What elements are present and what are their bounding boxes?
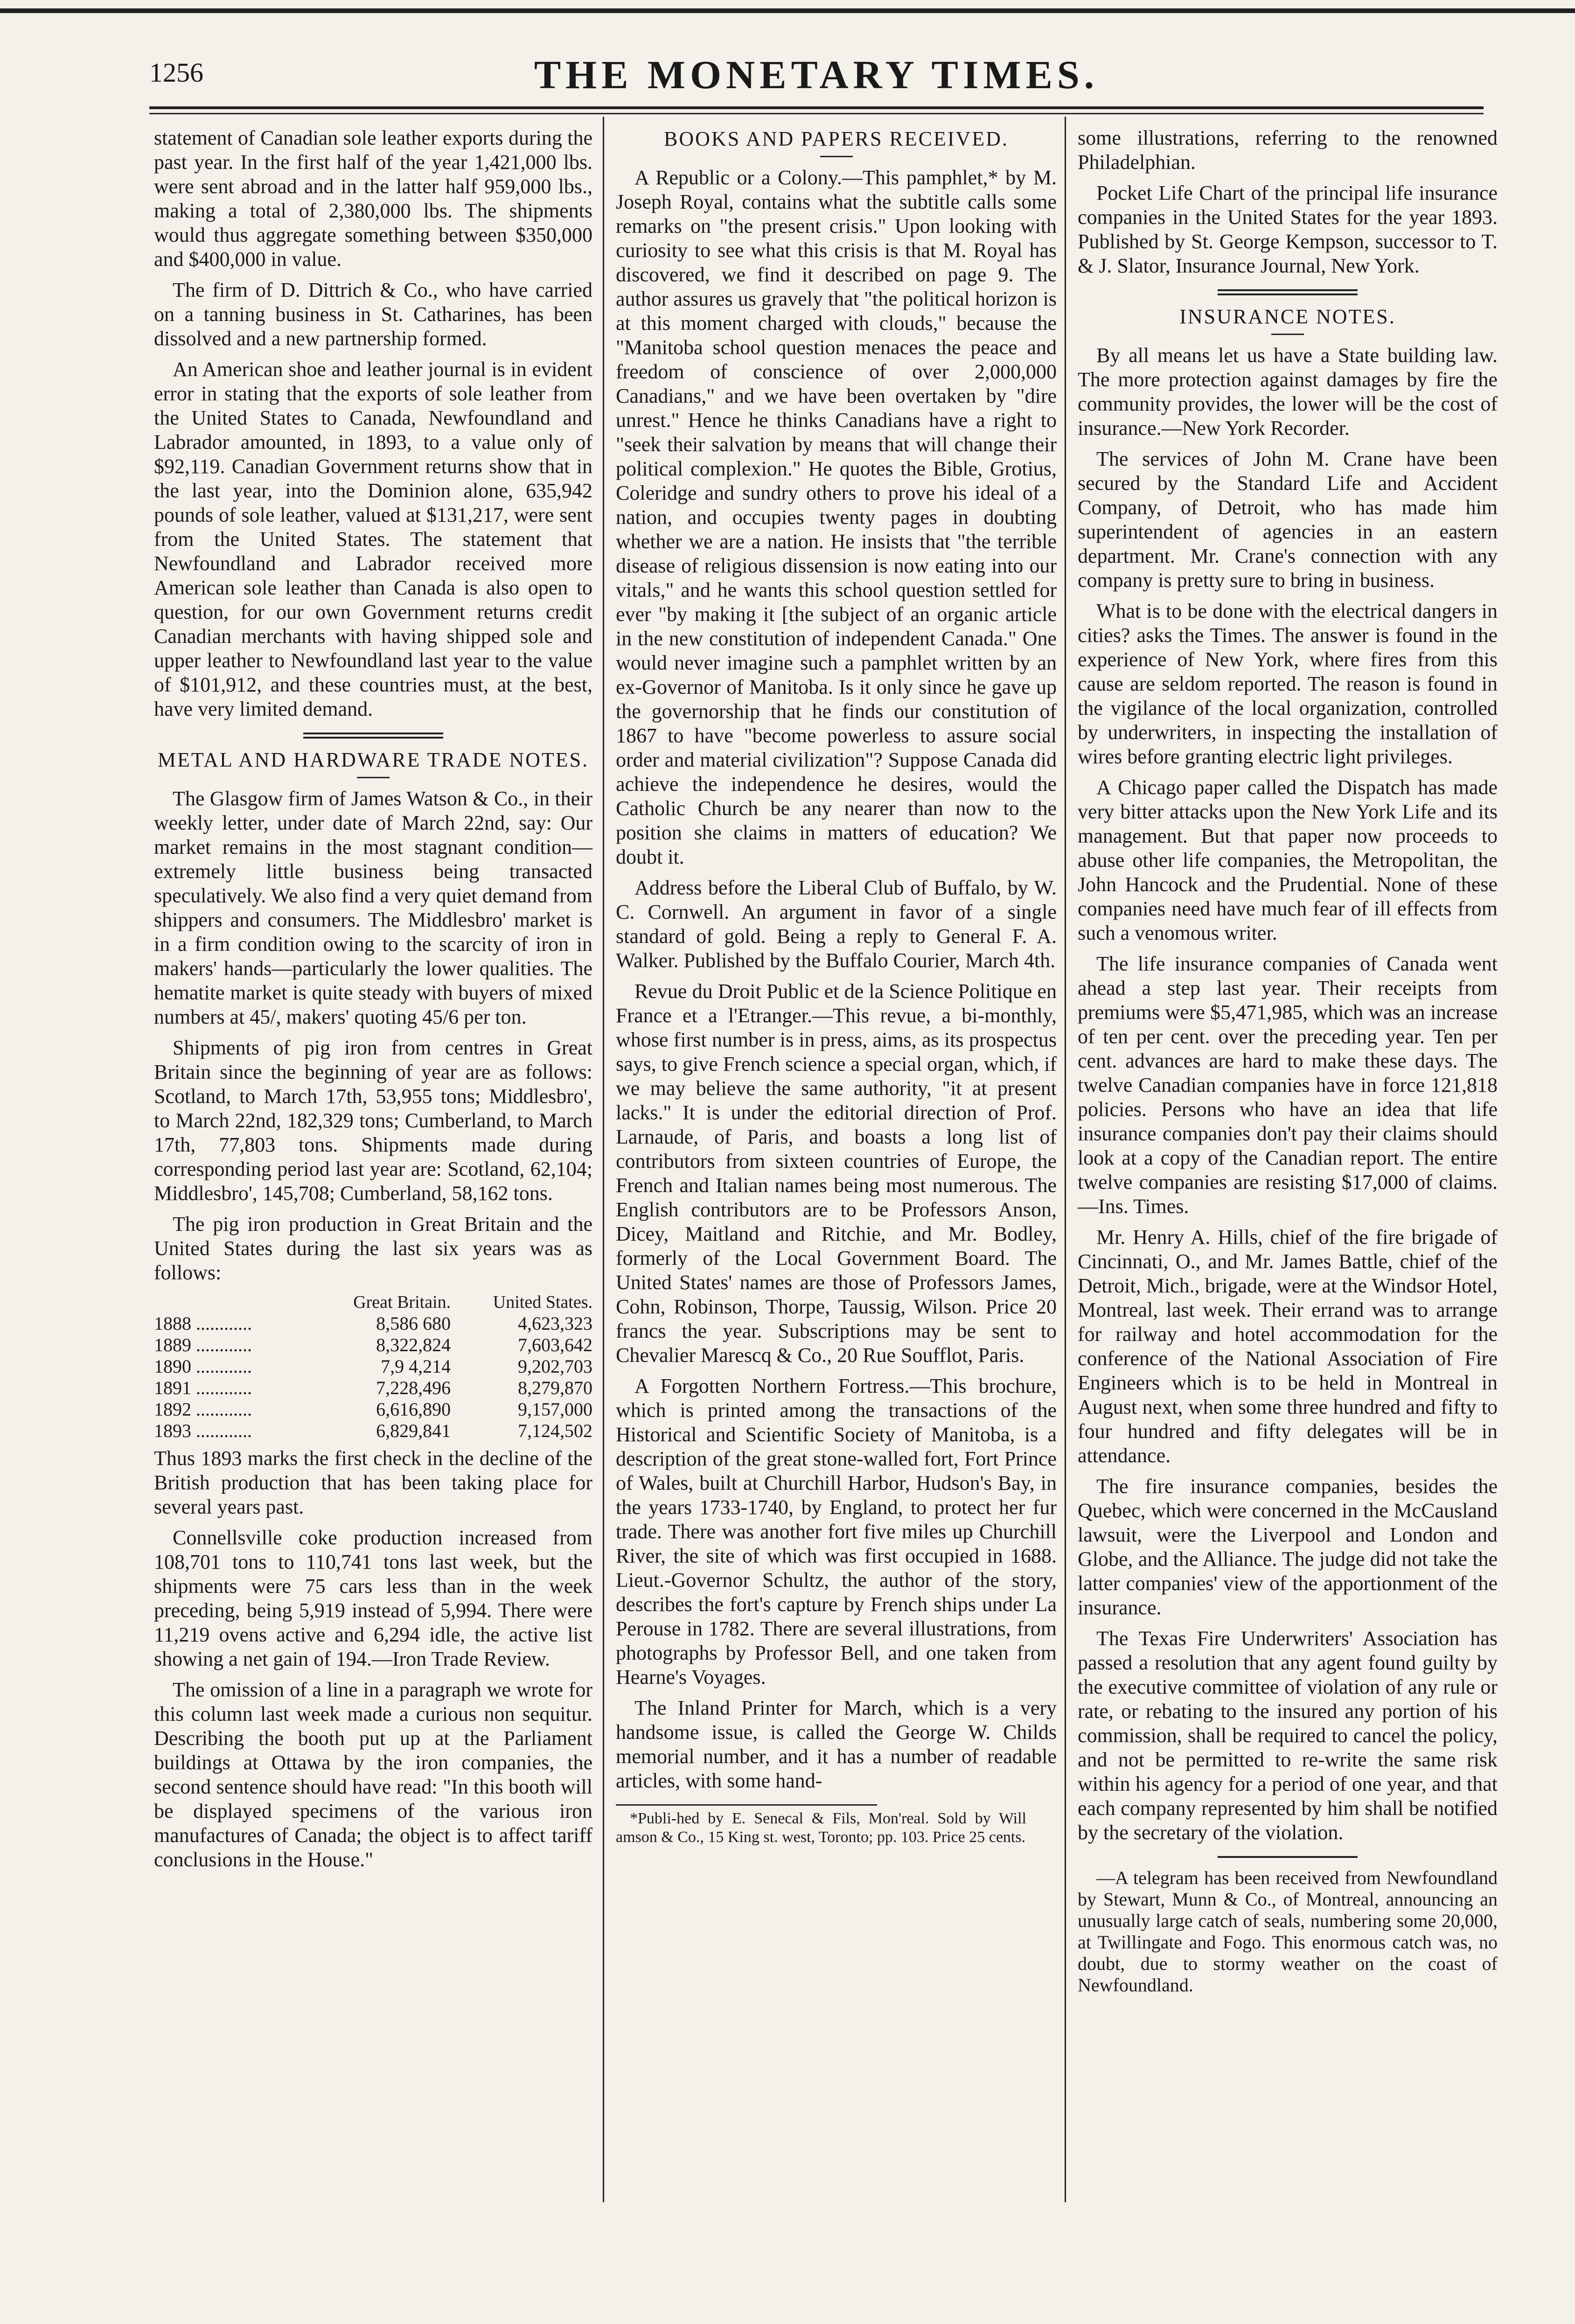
- table-row: [154, 1356, 592, 1377]
- page-number: 1256: [149, 57, 203, 88]
- footnote: [616, 1804, 1026, 1847]
- article-paragraph: The firm of D. Dittrich & Co., who have carried on a tanning business in St. Catharines, has been dissolved and a new partnership formed.: [154, 279, 592, 350]
- table-row: [154, 1377, 592, 1399]
- article-paragraph: The pig iron production in Great Britain and the United States during the last six years was as follows:: [154, 1213, 592, 1284]
- section-separator: [1218, 1856, 1358, 1858]
- column-right: [1078, 126, 1498, 2003]
- section-separator: [1218, 289, 1358, 295]
- heading-dash: [1271, 334, 1304, 335]
- top-border-rule: [0, 8, 1575, 13]
- table-row: [154, 1313, 592, 1334]
- header-rule-thick: [149, 106, 1484, 109]
- article-paragraph: some illustrations, referring to the renowned Philadelphian.: [1078, 126, 1498, 174]
- article-paragraph: Mr. Henry A. Hills, chief of the fire brigade of Cincinnati, O., and Mr. James Battle, chief of the Detroit, Mich., brigade, were at the Windsor Hotel, Montreal, last week. Their errand was to arrange for railway and hotel accommodation for the conference of the National Association of Fire Engineers which is to be held in Montreal in August next, when some three hundred and fifty to four hundred and fifty delegates will be in attendance.: [1078, 1226, 1498, 1467]
- section-separator: [303, 733, 443, 739]
- column-header-united-states: United States.: [493, 1292, 592, 1312]
- cell-gb: 6,829,841: [376, 1420, 451, 1441]
- telegram-note: —A telegram has been received from Newfoundland by Stewart, Munn & Co., of Montreal, announcing an unusually large catch of seals, numbering some 20,000, at Twillingate and Fogo. This enormous catch was, no doubt, due to stormy weather on the coast of Newfoundland.: [1078, 1867, 1498, 1996]
- cell-year: 1890 ............: [154, 1356, 252, 1377]
- table-row: [154, 1334, 592, 1356]
- article-paragraph: The Glasgow firm of James Watson & Co., in their weekly letter, under date of March 22nd, say: Our market remains in the most stagnant condition—extremely little business being transacted speculatively. We also find a very quiet demand from shippers and consumers. The Middlesbro' market is in a firm condition owing to the scarcity of iron in makers' hands—particularly the lower qualities. The hematite market is quite steady with buyers of mixed numbers at 45/, makers' quoting 45/6 per ton.: [154, 787, 592, 1028]
- article-paragraph: Pocket Life Chart of the principal life insurance companies in the United States for the year 1893. Published by St. George Kempson, successor to T. & J. Slator, Insurance Journal, New York.: [1078, 181, 1498, 277]
- article-paragraph: A Chicago paper called the Dispatch has made very bitter attacks upon the New York Life and its management. But that paper now proceeds to abuse other life companies, the Metropolitan, the John Hancock and the Prudential. None of these companies need have much fear of ill effects from such a venomous writer.: [1078, 776, 1498, 944]
- article-paragraph: A Forgotten Northern Fortress.—This brochure, which is printed among the transactions of the Historical and Scientific Society of Manitoba, is a description of the great stone-walled fort, Fort Prince of Wales, built at Churchill Harbor, Hudson's Bay, in the years 1733-1740, by England, to protect her fur trade. There was another fort five miles up Churchill River, the site of which was first occupied in 1688. Lieut.-Governor Schultz, the author of the story, describes the fort's capture by French ships under La Perouse in 1782. There are several illustrations, from photographs by Professor Bell, and one taken from Hearne's Voyages.: [616, 1375, 1057, 1689]
- article-paragraph: The services of John M. Crane have been secured by the Standard Life and Accident Company, of Detroit, who has made him superintendent of agencies in an eastern department. Mr. Crane's connection with any company is pretty sure to bring in business.: [1078, 447, 1498, 592]
- masthead-title: THE MONETARY TIMES.: [534, 52, 1099, 97]
- footnote-text: *Publi-hed by E. Senecal & Fils, Mon'real. Sold by Will amson & Co., 15 King st. west, Toronto; pp. 103. Price 25 cents.: [616, 1810, 1026, 1846]
- table-header-row: [154, 1291, 592, 1313]
- article-paragraph: The omission of a line in a paragraph we wrote for this column last week made a curious non sequitur. Describing the booth put up at the Parliament buildings at Ottawa by the iron companies, the second sentence should have read: "In this booth will be displayed specimens of the various iron manufactures of Canada; the object is to affect tariff conclusions in the House.": [154, 1678, 592, 1871]
- article-paragraph: The fire insurance companies, besides the Quebec, which were concerned in the McCausland lawsuit, were the Liverpool and London and Globe, and the Alliance. The judge did not take the latter companies' view of the apportionment of the insurance.: [1078, 1475, 1498, 1619]
- section-heading-books-papers: BOOKS AND PAPERS RECEIVED.: [664, 127, 1009, 150]
- article-paragraph: Shipments of pig iron from centres in Great Britain since the beginning of year are as follows: Scotland, to March 17th, 53,955 tons; Middlesbro', to March 22nd, 182,329 tons; Cumberland, to March 17th, 77,803 tons. Shipments made during corresponding period last year are: Scotland, 62,104; Middlesbro', 145,708; Cumberland, 58,162 tons.: [154, 1036, 592, 1205]
- section-heading-metal-hardware: METAL AND HARDWARE TRADE NOTES.: [157, 748, 589, 771]
- article-paragraph: Revue du Droit Public et de la Science Politique en France et a l'Etranger.—This revue, a bi-monthly, whose first number is in press, aims, as its prospectus says, to give French science a special organ, which, if we may believe the same authority, "it at present lacks." It is under the editorial direction of Prof. Larnaude, of Paris, and boasts a long list of contributors from sixteen countries of Europe, the French and Italian names being most numerous. The English contributors are to be Professors Anson, Dicey, Maitland and Ritchie, and Mr. Bodley, formerly of the Local Government Board. The United States' names are those of Professors James, Cohn, Robinson, Thorpe, Taussig, Wilson. Price 20 francs the year. Subscriptions may be sent to Chevalier Marescq & Co., 20 Rue Soufflot, Paris.: [616, 980, 1057, 1367]
- article-paragraph: A Republic or a Colony.—This pamphlet,* by M. Joseph Royal, contains what the subtitle calls some remarks on "the present crisis." Upon looking with curiosity to see what this crisis is that M. Royal has discovered, we find it described on page 9. The author assures us gravely that "the political horizon is at this moment charged with clouds," because the "Manitoba school question menaces the peace and freedom of conscience of over 2,000,000 Canadians," and we have been overtaken by "dire unrest." Hence he thinks Canadians have a right to "seek their salvation by means that will change their political complexion." He quotes the Bible, Grotius, Coleridge and sundry others to prove his ideal of a nation, and occupies twenty pages in doubting whether we are a nation. He insists that "the terrible disease of religious dissension is now eating into our vitals," and he wants this school question settled for ever "by making it [the subject of an organic article in the new constitution of independent Canada." One would never imagine such a pamphlet written by an ex-Governor of Manitoba. Is it only since he gave up the governorship that he finds our constitution of 1867 to have "become powerless to assure social order and material civilization"? Suppose Canada did achieve the independence he desires, would the Catholic Church be any nearer than now to the position she claims in matters of education? We doubt it.: [616, 166, 1057, 868]
- column-divider-1: [603, 117, 604, 2202]
- article-paragraph: Address before the Liberal Club of Buffalo, by W. C. Cornwell. An argument in favor of a single standard of gold. Being a reply to General F. A. Walker. Published by the Buffalo Courier, March 4th.: [616, 876, 1057, 972]
- article-paragraph: The life insurance companies of Canada went ahead a step last year. Their receipts from premiums were $5,471,985, which was an increase of ten per cent. over the preceding year. Ten per cent. advances are hard to make these days. The twelve Canadian companies have in force 121,818 policies. Persons who have an idea that life insurance companies don't pay their claims should look at a copy of the Canadian report. The entire twelve companies are resisting $17,000 of claims.—Ins. Times.: [1078, 952, 1498, 1218]
- cell-gb: 8,586 680: [376, 1313, 451, 1334]
- cell-gb: 6,616,890: [376, 1399, 451, 1420]
- section-heading-insurance: INSURANCE NOTES.: [1179, 305, 1396, 328]
- table-row: [154, 1399, 592, 1420]
- cell-us: 9,157,000: [518, 1399, 592, 1420]
- article-paragraph: By all means let us have a State building law. The more protection against damages by fire the community provides, the lower will be the cost of insurance.—New York Recorder.: [1078, 344, 1498, 440]
- column-divider-2: [1065, 117, 1066, 2202]
- cell-us: 7,603,642: [518, 1334, 592, 1355]
- article-paragraph: What is to be done with the electrical dangers in cities? asks the Times. The answer is found in the experience of New York, where fires from this cause are seldom reported. The reason is found in the vigilance of the local organization, controlled by underwriters, in inspecting the installation of wires before granting electric light privileges.: [1078, 600, 1498, 768]
- cell-gb: 7,228,496: [376, 1377, 451, 1398]
- column-middle: [616, 126, 1057, 1847]
- article-paragraph: Connellsville coke production increased from 108,701 tons to 110,741 tons last week, but the shipments were 75 cars less than in the week preceding, being 5,919 instead of 5,994. There were 11,219 ovens active and 6,294 idle, the active list showing a net gain of 194.—Iron Trade Review.: [154, 1526, 592, 1670]
- pig-iron-production-table: [154, 1291, 592, 1442]
- cell-year: 1891 ............: [154, 1377, 252, 1398]
- cell-us: 7,124,502: [518, 1420, 592, 1441]
- cell-us: 8,279,870: [518, 1377, 592, 1398]
- heading-dash: [357, 777, 390, 778]
- article-paragraph: Thus 1893 marks the first check in the decline of the British production that has been taking place for several years past.: [154, 1447, 592, 1518]
- column-left: [154, 126, 592, 1878]
- cell-year: 1889 ............: [154, 1334, 252, 1355]
- cell-gb: 8,322,824: [376, 1334, 451, 1355]
- article-paragraph: An American shoe and leather journal is in evident error in stating that the exports of sole leather from the United States to Canada, Newfoundland and Labrador amounted, in 1893, to a value only of $92,119. Canadian Government returns show that in the last year, into the Dominion alone, 635,942 pounds of sole leather, valued at $131,217, were sent from the United States. The statement that Newfoundland and Labrador received more American sole leather than Canada is also open to question, for our own Government returns credit Canadian merchants with having shipped sole and upper leather to Newfoundland last year to the value of $101,912, and these countries must, at the best, have very limited demand.: [154, 358, 592, 720]
- page-header: [149, 51, 1484, 103]
- cell-us: 4,623,323: [518, 1313, 592, 1334]
- article-paragraph: The Texas Fire Underwriters' Association has passed a resolution that any agent found guilty by the executive committee of violation of any rule or rate, or rebating to the insured any portion of his commission, shall be required to cancel the policy, and not be permitted to re-write the same risk within his agency for a period of one year, and that each company represented by him shall be notified by the secretary of the violation.: [1078, 1627, 1498, 1844]
- cell-year: 1888 ............: [154, 1313, 252, 1334]
- article-paragraph: statement of Canadian sole leather exports during the past year. In the first half of the year 1,421,000 lbs. were sent abroad and in the latter half 959,000 lbs., making a total of 2,380,000 lbs. The shipments would thus aggregate something between $350,000 and $400,000 in value.: [154, 126, 592, 271]
- heading-dash: [820, 156, 853, 157]
- cell-year: 1892 ............: [154, 1399, 252, 1420]
- cell-gb: 7,9 4,214: [381, 1356, 451, 1377]
- cell-us: 9,202,703: [518, 1356, 592, 1377]
- article-paragraph: The Inland Printer for March, which is a very handsome issue, is called the George W. Childs memorial number, and it has a number of readable articles, with some hand-: [616, 1696, 1057, 1792]
- header-rule-thin: [149, 113, 1484, 114]
- column-header-great-britain: Great Britain.: [353, 1292, 451, 1312]
- table-row: [154, 1420, 592, 1442]
- cell-year: 1893 ............: [154, 1420, 252, 1441]
